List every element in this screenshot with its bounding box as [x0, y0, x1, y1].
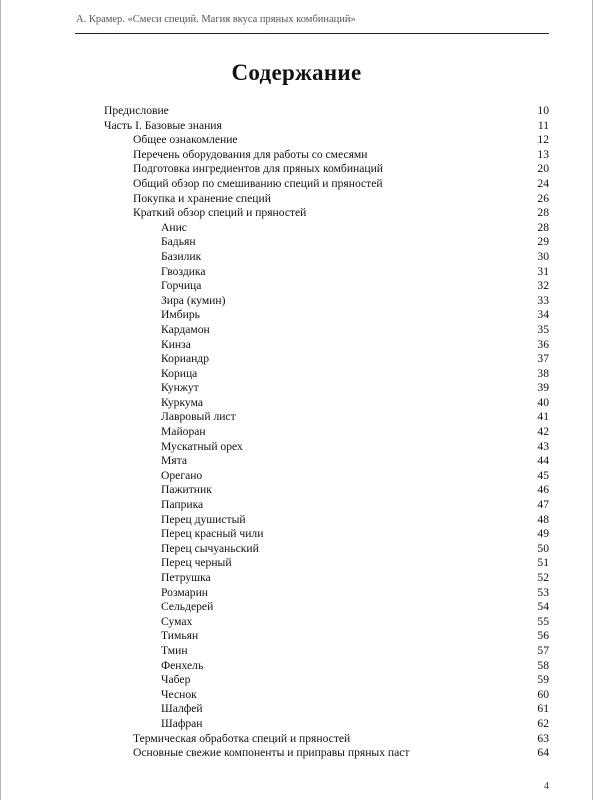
toc-entry-page: 28: [537, 206, 549, 220]
page-number: 4: [544, 781, 549, 792]
toc-entry-title: Петрушка: [161, 571, 211, 584]
toc-entry-page: 58: [537, 658, 549, 672]
toc-entry[interactable]: [104, 221, 549, 236]
toc-entry-page: 47: [537, 498, 549, 512]
toc-entry-page: 45: [537, 468, 549, 482]
toc-entry-title: Краткий обзор специй и пряностей: [133, 206, 307, 220]
toc-entry[interactable]: [104, 600, 549, 615]
toc-entry[interactable]: [104, 717, 549, 732]
toc-entry-title: Шафран: [161, 716, 203, 730]
toc-entry-title: Корица: [161, 366, 198, 380]
toc-entry-page: 55: [537, 614, 549, 628]
toc-entry-page: 54: [537, 600, 549, 614]
toc-entry[interactable]: [104, 571, 549, 586]
toc-entry-page: 42: [537, 425, 549, 439]
toc-entry-page: 20: [537, 162, 549, 176]
toc-entry-title: Подготовка ингредиентов для пряных комбинаций: [133, 162, 383, 176]
toc-entry-page: 37: [537, 352, 549, 366]
toc-entry-page: 30: [537, 249, 549, 263]
toc-entry-title: Базилик: [161, 249, 202, 263]
toc-entry[interactable]: [104, 162, 549, 177]
toc-entry-page: 43: [537, 439, 549, 453]
page-title: Содержание: [231, 60, 362, 85]
toc-entry-title: Перец душистый: [161, 512, 246, 526]
toc-entry[interactable]: [104, 659, 549, 674]
toc-entry[interactable]: [104, 308, 549, 323]
toc-entry[interactable]: [104, 644, 549, 659]
toc-entry-title: Тимьян: [161, 629, 199, 643]
toc-entry-page: 10: [537, 104, 549, 117]
toc-entry[interactable]: [104, 629, 549, 644]
toc-entry-title: Предисловие: [104, 104, 169, 117]
toc-entry-page: 49: [537, 527, 549, 541]
toc-entry-title: Чеснок: [161, 687, 197, 701]
toc-entry-page: 28: [537, 220, 549, 234]
toc-entry[interactable]: [104, 688, 549, 703]
toc-entry-title: Перец сычуаньский: [161, 541, 259, 555]
toc-entry[interactable]: [104, 177, 549, 192]
toc-entry-page: 26: [537, 191, 549, 205]
toc-entry[interactable]: [104, 396, 549, 411]
toc-entry[interactable]: [104, 498, 549, 513]
toc-entry[interactable]: [104, 338, 549, 353]
toc-entry-page: 34: [537, 308, 549, 322]
toc-entry-title: Общий обзор по смешиванию специй и пряностей: [133, 176, 383, 190]
toc-entry-title: Орегано: [161, 468, 203, 482]
toc-entry-page: 41: [537, 410, 549, 424]
toc-entry-page: 53: [537, 585, 549, 599]
toc-entry[interactable]: [104, 352, 549, 367]
toc-entry-page: 63: [537, 731, 549, 745]
toc-entry-page: 24: [537, 176, 549, 190]
toc-entry-title: Основные свежие компоненты и приправы пряных паст: [133, 746, 410, 760]
toc-entry[interactable]: [104, 148, 549, 163]
page-edge-left: [0, 0, 1, 800]
toc-entry-page: 44: [537, 454, 549, 468]
toc-entry-title: Зира (кумин): [161, 293, 226, 307]
toc-entry[interactable]: [104, 556, 549, 571]
toc-entry-page: 61: [537, 702, 549, 716]
toc-entry-title: Перец черный: [161, 556, 232, 570]
toc-entry-title: Кардамон: [161, 322, 210, 336]
toc-entry-page: 46: [537, 483, 549, 497]
toc-entry-title: Пажитник: [161, 483, 212, 497]
toc-entry[interactable]: [104, 425, 549, 440]
toc-entry-title: Покупка и хранение специй: [133, 191, 271, 205]
toc-entry-page: 51: [537, 556, 549, 570]
toc-entry[interactable]: [104, 104, 549, 119]
toc-entry[interactable]: [104, 586, 549, 601]
toc-entry-page: 59: [537, 673, 549, 687]
toc-entry-title: Анис: [161, 220, 187, 234]
toc-entry-title: Лавровый лист: [161, 410, 236, 424]
toc-entry-page: 57: [537, 643, 549, 657]
toc-entry-page: 56: [537, 629, 549, 643]
toc-entry-page: 36: [537, 337, 549, 351]
toc-entry-title: Общее ознакомление: [133, 133, 238, 147]
toc-entry[interactable]: [104, 469, 549, 484]
toc-entry-page: 33: [537, 293, 549, 307]
toc-entry-page: 31: [537, 264, 549, 278]
toc-entry-page: 64: [537, 746, 549, 760]
toc-entry-title: Горчица: [161, 279, 202, 293]
toc-entry[interactable]: [104, 440, 549, 455]
toc-entry-page: 29: [537, 235, 549, 249]
toc-entry[interactable]: [104, 410, 549, 425]
toc-entry[interactable]: [104, 367, 549, 382]
toc-entry-page: 62: [537, 716, 549, 730]
toc-entry-title: Бадьян: [161, 235, 196, 249]
toc-entry[interactable]: [104, 192, 549, 207]
toc-entry-page: 60: [537, 687, 549, 701]
toc-entry-title: Сумах: [161, 614, 193, 628]
toc-entry[interactable]: [104, 673, 549, 688]
toc-entry-title: Гвоздика: [161, 264, 206, 278]
toc-entry-page: 35: [537, 322, 549, 336]
toc-entry[interactable]: [104, 454, 549, 469]
toc-entry-title: Фенхель: [161, 658, 204, 672]
toc-entry[interactable]: [104, 381, 549, 396]
toc-entry-page: 38: [537, 366, 549, 380]
running-header: А. Крамер. «Смеси специй. Магия вкуса пряных комбинаций»: [76, 14, 356, 25]
toc-entry[interactable]: [104, 279, 549, 294]
toc-entry-title: Майоран: [161, 425, 206, 439]
toc-entry-page: 13: [537, 147, 549, 161]
toc-entry-title: Шалфей: [161, 702, 203, 716]
toc-entry-page: 32: [537, 279, 549, 293]
toc-entry-title: Сельдерей: [161, 600, 214, 614]
toc-entry-page: 11: [537, 118, 549, 132]
toc-entry-title: Перец красный чили: [161, 527, 264, 541]
toc-entry-title: Мята: [161, 454, 187, 468]
toc-entry[interactable]: [104, 133, 549, 148]
toc-entry-page: 40: [537, 395, 549, 409]
toc-entry[interactable]: [104, 746, 549, 761]
toc-entry[interactable]: [104, 323, 549, 338]
toc-entry[interactable]: [104, 527, 549, 542]
toc-entry-title: Паприка: [161, 498, 204, 512]
toc-entry-title: Куркума: [161, 395, 203, 409]
toc-entry[interactable]: [104, 250, 549, 265]
header-rule: [75, 33, 549, 34]
toc-entry-title: Мускатный орех: [161, 439, 243, 453]
toc-entry-title: Термическая обработка специй и пряностей: [133, 731, 351, 745]
toc-entry[interactable]: [104, 615, 549, 630]
toc-entry[interactable]: [104, 265, 549, 280]
toc-entry-page: 52: [537, 571, 549, 584]
table-of-contents: [104, 104, 549, 761]
toc-entry-title: Перечень оборудования для работы со смесями: [133, 147, 368, 161]
toc-entry[interactable]: [104, 119, 549, 134]
toc-entry[interactable]: [104, 206, 549, 221]
toc-entry[interactable]: [104, 513, 549, 528]
toc-entry[interactable]: [104, 483, 549, 498]
toc-entry[interactable]: [104, 542, 549, 557]
toc-entry-title: Розмарин: [161, 585, 208, 599]
toc-entry-page: 39: [537, 381, 549, 395]
toc-entry[interactable]: [104, 294, 549, 309]
toc-entry-title: Имбирь: [161, 308, 200, 322]
toc-entry-title: Кунжут: [161, 381, 199, 395]
toc-entry-page: 12: [537, 133, 549, 147]
toc-entry-title: Кинза: [161, 337, 191, 351]
toc-entry[interactable]: [104, 235, 549, 250]
toc-entry-page: 50: [537, 541, 549, 555]
toc-entry-title: Кориандр: [161, 352, 209, 366]
toc-entry-title: Тмин: [161, 643, 188, 657]
toc-entry[interactable]: [104, 732, 549, 747]
toc-entry-title: Чабер: [161, 673, 191, 687]
toc-entry-page: 48: [537, 512, 549, 526]
toc-entry-title: Часть I. Базовые знания: [104, 118, 222, 132]
toc-entry[interactable]: [104, 702, 549, 717]
